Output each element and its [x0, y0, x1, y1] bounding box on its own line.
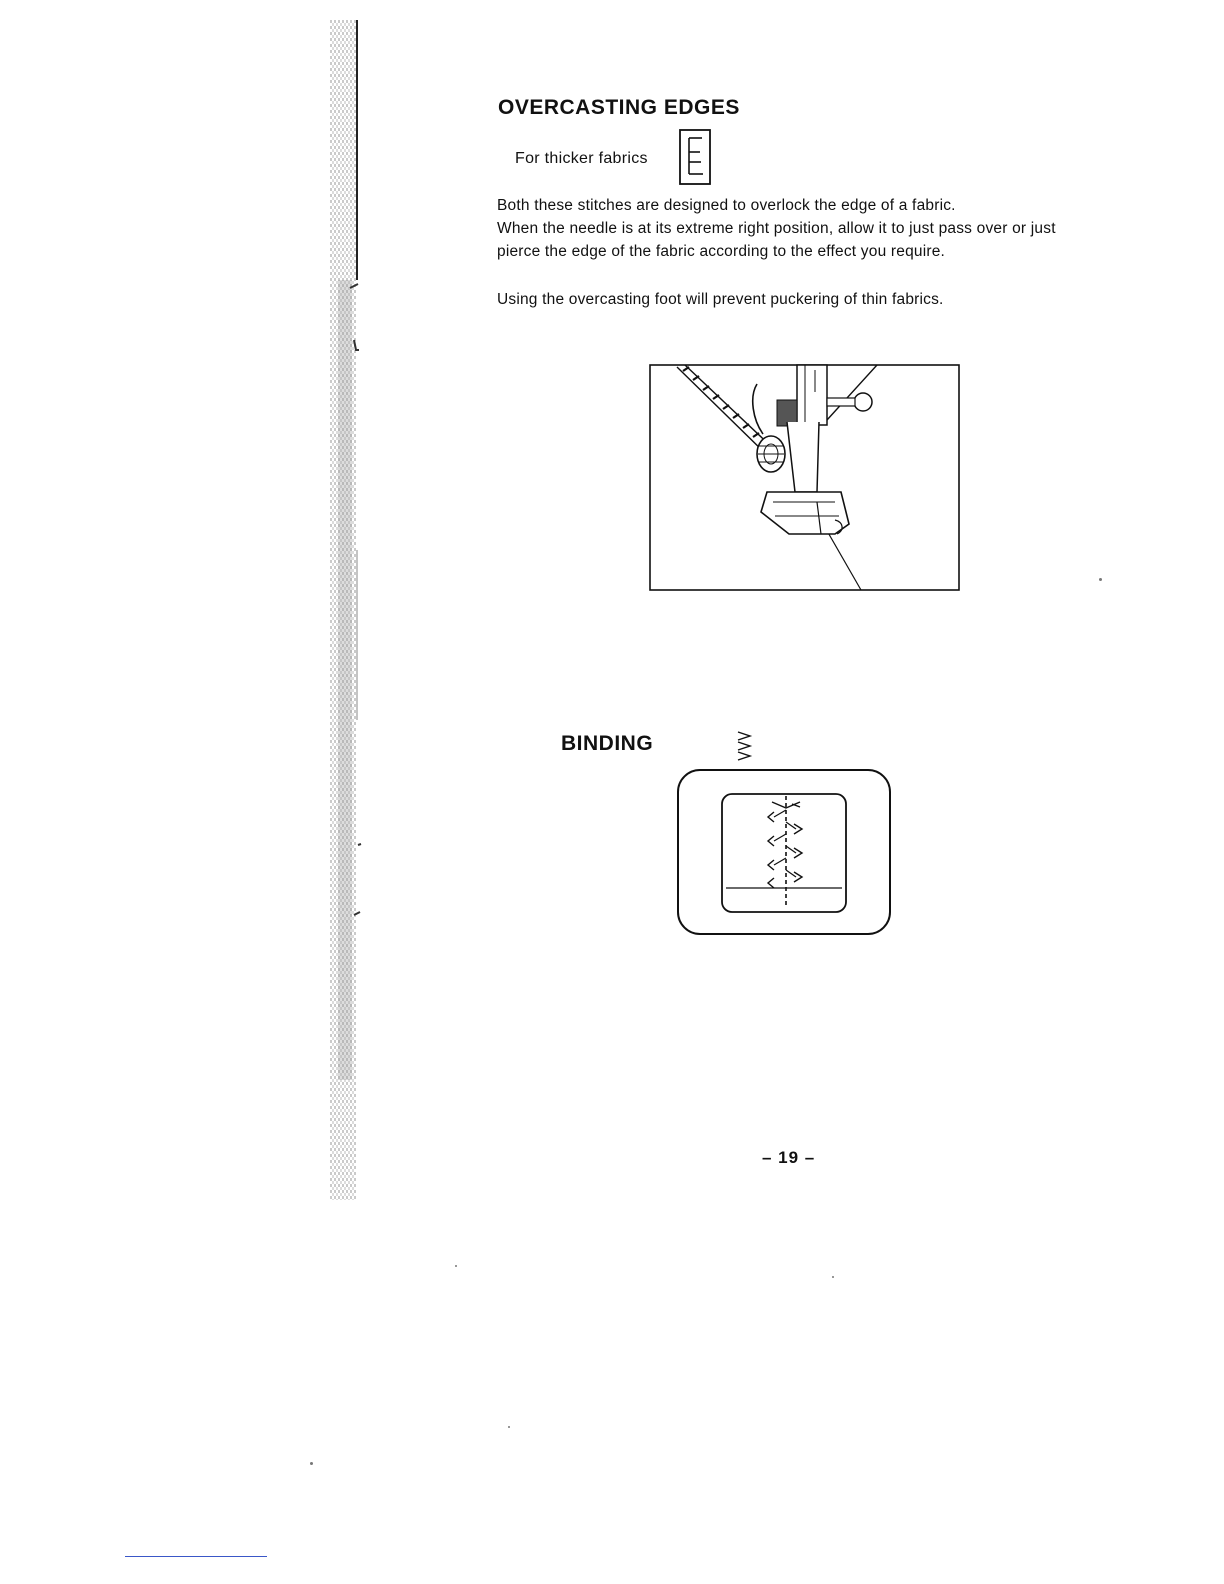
description-line-3: pierce the edge of the fabric according to the effect you require.	[497, 243, 946, 260]
zigzag-binding-symbol-icon	[734, 728, 756, 762]
presser-foot-illustration	[649, 362, 961, 592]
scan-speck	[508, 1426, 510, 1428]
section-heading-binding: BINDING	[561, 732, 654, 755]
page-number: – 19 –	[762, 1148, 816, 1167]
binding-stitch-window-illustration	[676, 766, 894, 938]
stitch-e-symbol-icon	[678, 128, 712, 186]
overcasting-description	[497, 194, 1056, 263]
footer-rule	[125, 1556, 267, 1557]
section-heading-overcasting: OVERCASTING EDGES	[498, 96, 740, 119]
description-line-1: Both these stitches are designed to overlock the edge of a fabric.	[497, 197, 956, 214]
scan-speck	[832, 1276, 834, 1278]
scan-speck	[310, 1462, 313, 1465]
thicker-fabrics-label: For thicker fabrics	[515, 150, 648, 167]
scan-speck	[1099, 578, 1102, 581]
description-line-2: When the needle is at its extreme right position, allow it to just pass over or just	[497, 220, 1056, 237]
scan-binding-edge	[330, 20, 364, 1200]
scan-speck	[455, 1265, 457, 1267]
overcasting-foot-note: Using the overcasting foot will prevent puckering of thin fabrics.	[497, 291, 944, 308]
